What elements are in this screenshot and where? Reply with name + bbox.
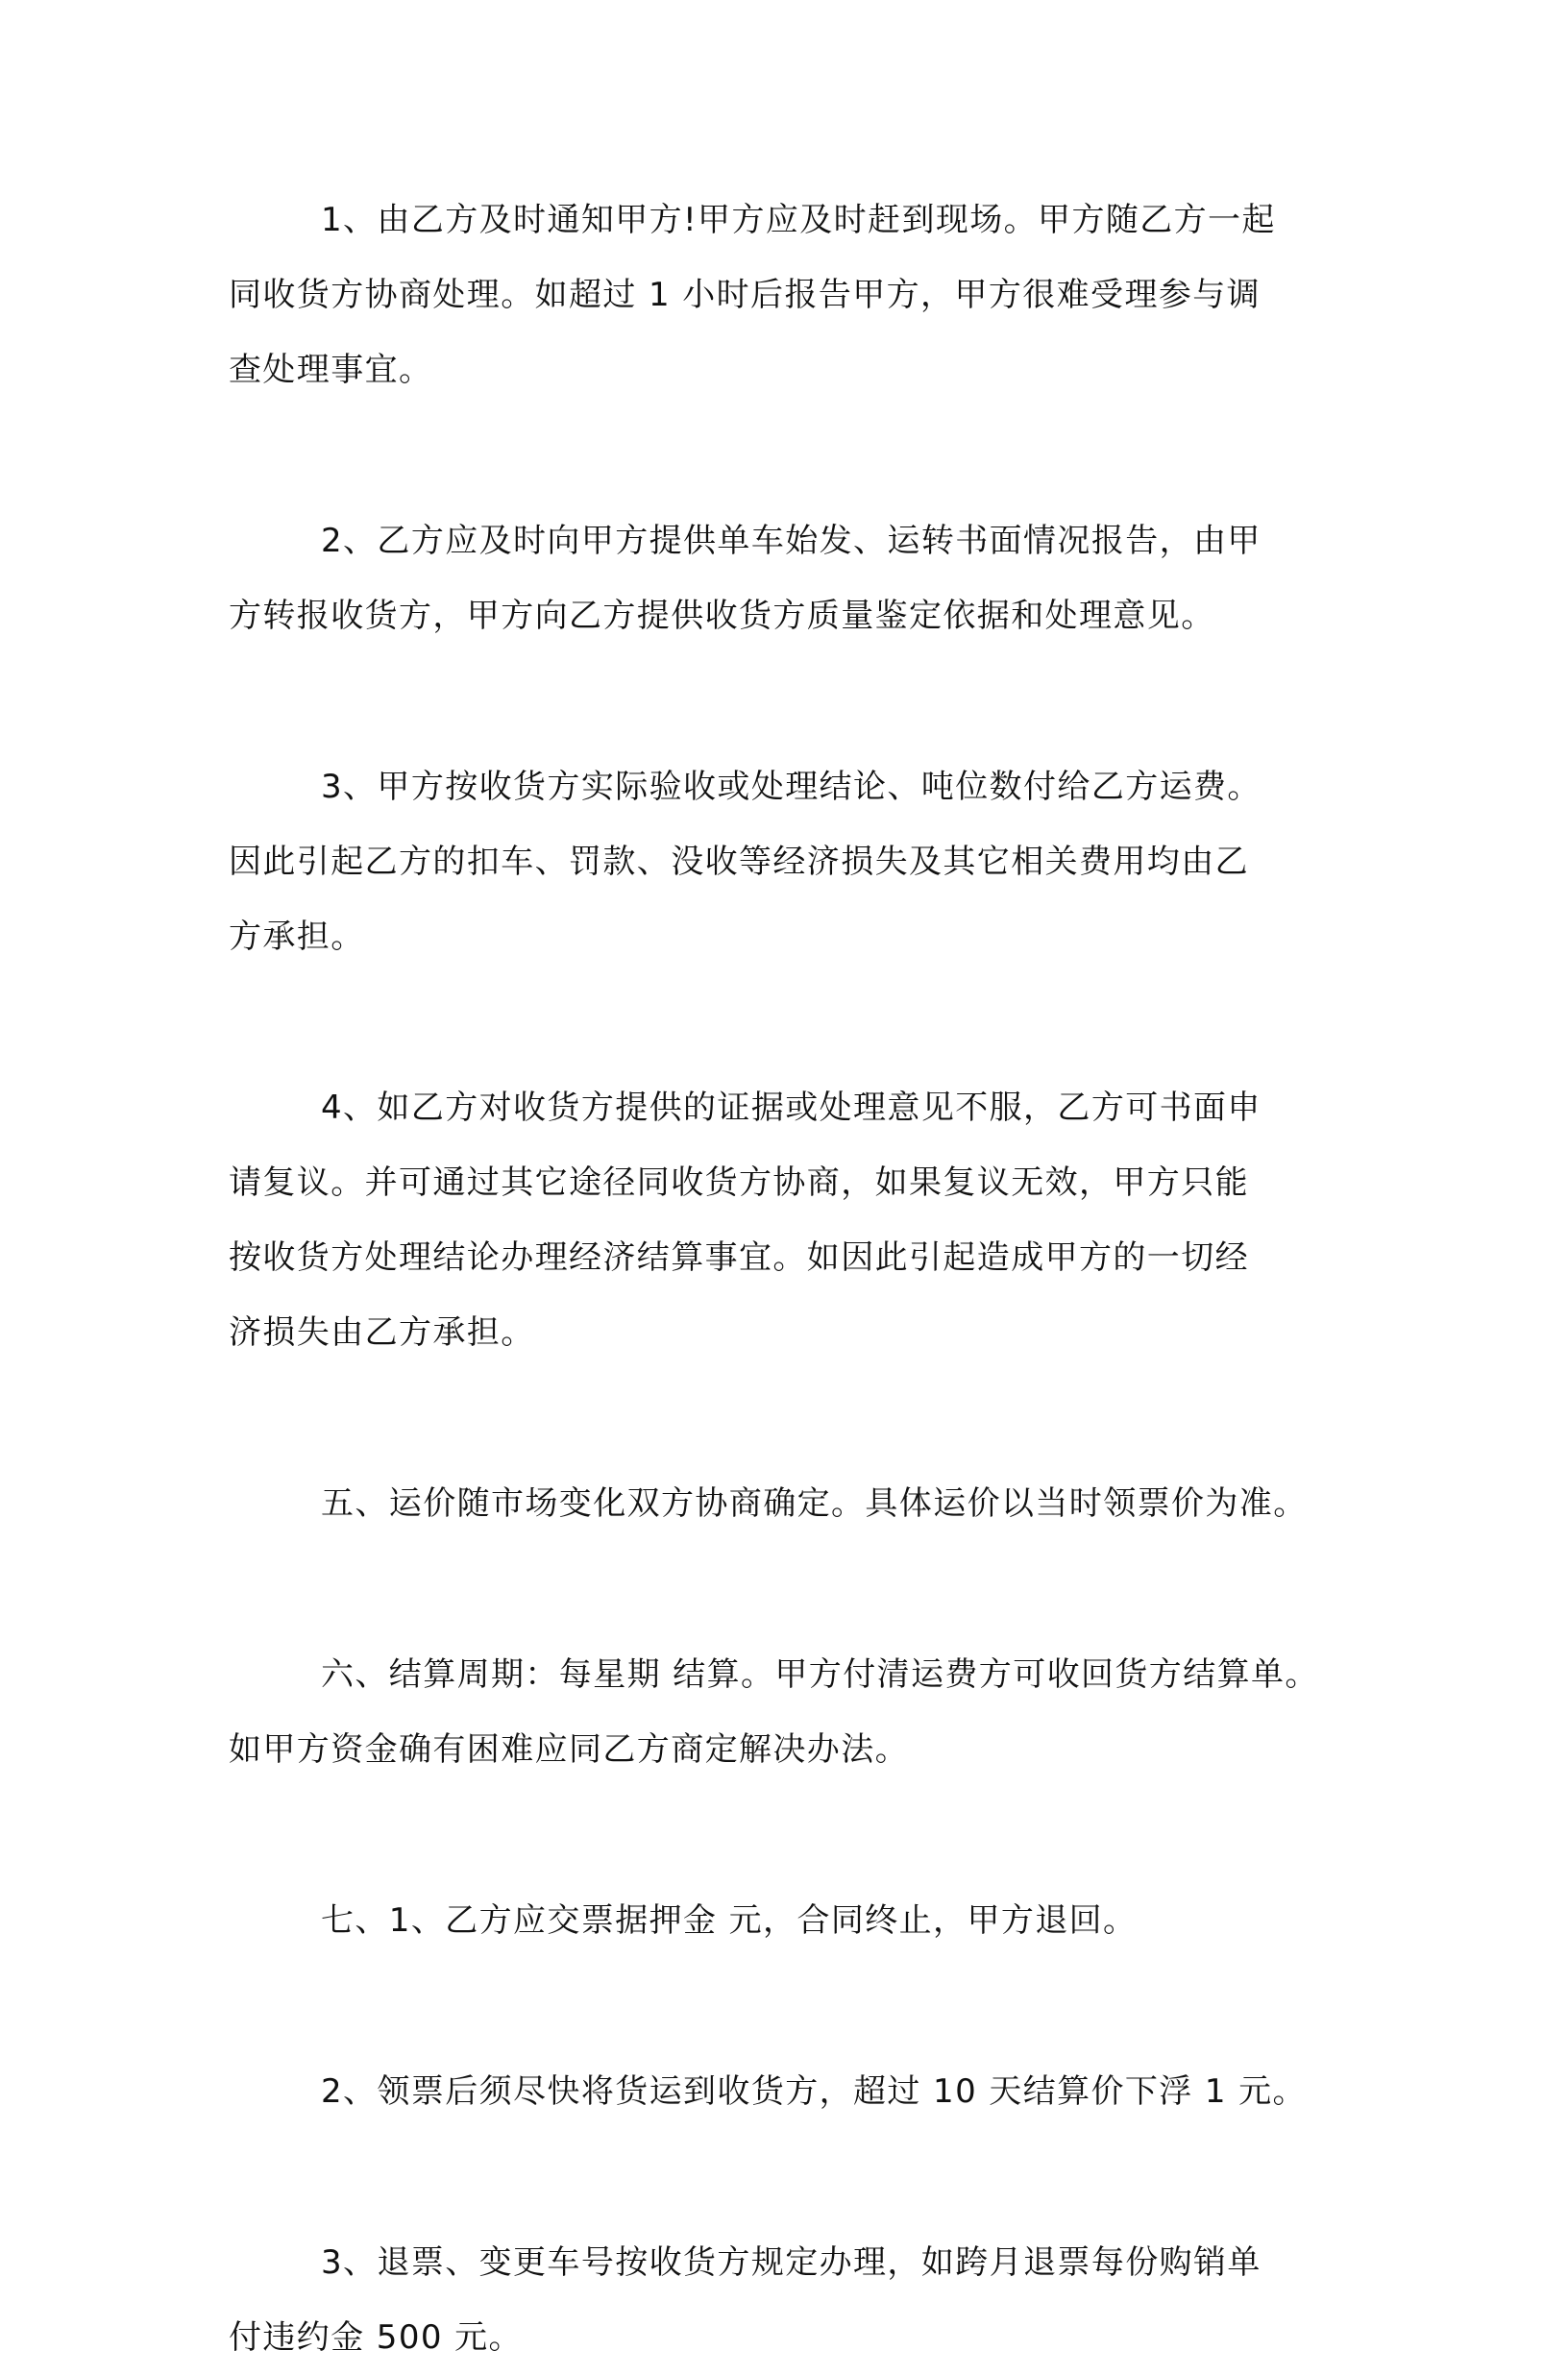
paragraph-line: 方转报收货方，甲方向乙方提供收货方质量鉴定依据和处理意见。: [229, 597, 1215, 635]
paragraph-spacer: [229, 2129, 1362, 2225]
paragraph-section-6: [229, 1637, 1362, 1787]
paragraph-line: 七、1、乙方应交票据押金 元，合同终止，甲方退回。: [321, 1901, 1138, 1940]
paragraph-line: 因此引起乙方的扣车、罚款、没收等经济损失及其它相关费用均由乙: [229, 843, 1249, 881]
paragraph-line: 五、运价随市场变化双方协商确定。具体运价以当时领票价为准。: [321, 1484, 1308, 1523]
paragraph-line: 1、由乙方及时通知甲方!甲方应及时赶到现场。甲方随乙方一起: [321, 201, 1276, 239]
paragraph-spacer: [229, 1370, 1362, 1466]
paragraph-section-7-item-2: [229, 2054, 1362, 2129]
paragraph-clause-3: [229, 749, 1362, 974]
paragraph-line: 同收货方协商处理。如超过 1 小时后报告甲方，甲方很难受理参与调: [229, 276, 1262, 314]
paragraph-line: 3、甲方按收货方实际验收或处理结论、吨位数付给乙方运费。: [321, 768, 1262, 806]
paragraph-line: 济损失由乙方承担。: [229, 1313, 535, 1352]
paragraph-clause-1: [229, 183, 1362, 407]
paragraph-line: 3、退票、变更车号按收货方规定办理，如跨月退票每份购销单: [321, 2243, 1262, 2282]
paragraph-section-7: [229, 1883, 1362, 1958]
paragraph-clause-2: [229, 503, 1362, 653]
document-body: [229, 183, 1362, 2375]
paragraph-line: 按收货方处理结论办理经济结算事宜。如因此引起造成甲方的一切经: [229, 1238, 1249, 1277]
paragraph-line: 付违约金 500 元。: [229, 2318, 523, 2357]
paragraph-clause-4: [229, 1070, 1362, 1370]
paragraph-spacer: [229, 653, 1362, 749]
paragraph-line: 2、乙方应及时向甲方提供单车始发、运转书面情况报告，由甲: [321, 522, 1262, 560]
paragraph-section-5: [229, 1466, 1362, 1541]
paragraph-spacer: [229, 407, 1362, 503]
paragraph-line: 方承担。: [229, 918, 365, 956]
paragraph-spacer: [229, 974, 1362, 1070]
paragraph-line: 查处理事宜。: [229, 351, 433, 389]
paragraph-spacer: [229, 1958, 1362, 2054]
paragraph-section-7-item-3: [229, 2225, 1362, 2375]
paragraph-line: 请复议。并可通过其它途径同收货方协商，如果复议无效，甲方只能: [229, 1163, 1249, 1202]
paragraph-line: 如甲方资金确有困难应同乙方商定解决办法。: [229, 1730, 909, 1769]
paragraph-line: 2、领票后须尽快将货运到收货方，超过 10 天结算价下浮 1 元。: [321, 2072, 1307, 2111]
paragraph-spacer: [229, 1541, 1362, 1637]
paragraph-spacer: [229, 1787, 1362, 1883]
paragraph-line: 4、如乙方对收货方提供的证据或处理意见不服，乙方可书面申: [321, 1089, 1262, 1127]
paragraph-line: 六、结算周期：每星期 结算。甲方付清运费方可收回货方结算单。: [321, 1655, 1319, 1694]
